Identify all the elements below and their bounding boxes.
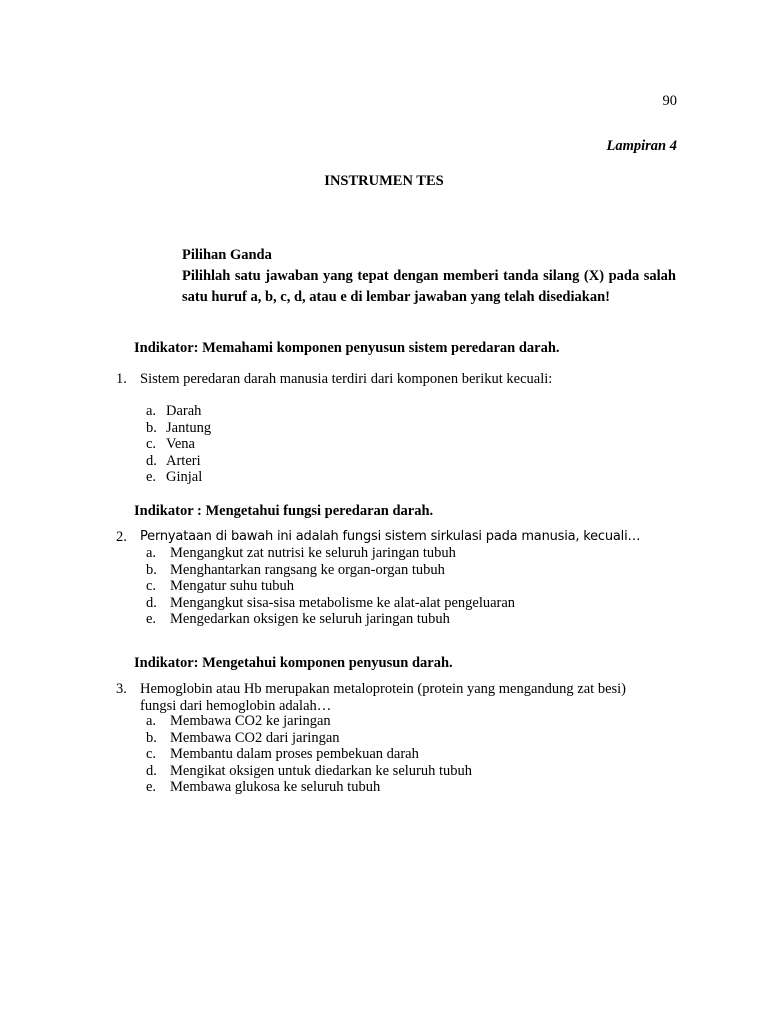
option-text: Darah [166,403,202,419]
option-letter: e. [146,469,157,486]
instructions-block [182,245,676,308]
indicator-1: Indikator: Memahami komponen penyusun sistem peredaran darah. [134,340,560,356]
option-letter: c. [146,436,157,453]
option-text: Vena [166,436,195,453]
option-text: Ginjal [166,469,203,486]
option-letter: a. [146,545,157,561]
indicator-3: Indikator: Mengetahui komponen penyusun darah. [134,655,453,671]
question-text: Pernyataan di bawah ini adalah fungsi sistem sirkulasi pada manusia, kecuali… [140,529,641,544]
option-text: Arteri [166,452,201,469]
question-text: Sistem peredaran darah manusia terdiri dari komponen berikut kecuali: [140,371,553,387]
option-letter: c. [146,746,157,763]
option-text: Jantung [166,419,212,436]
option-text: Membawa CO2 dari jaringan [170,729,340,746]
option-letter: c. [146,578,157,595]
question-number: 3. [116,681,127,697]
instructions-heading: Pilihan Ganda [182,247,272,263]
option-text: Membantu dalam proses pembekuan darah [170,746,419,763]
appendix-label: Lampiran 4 [606,138,677,154]
indicator-2: Indikator : Mengetahui fungsi peredaran darah. [134,503,434,519]
option-letter: a. [146,713,157,729]
option-text: Mengikat oksigen untuk diedarkan ke seluruh tubuh [170,762,473,779]
option-letter: d. [146,452,157,469]
option-text: Mengangkut zat nutrisi ke seluruh jaringan tubuh [170,545,456,561]
option-letter: b. [146,729,157,746]
option-letter: a. [146,403,157,419]
option-text: Mengangkut sisa-sisa metabolisme ke alat-alat pengeluaran [170,594,516,611]
option-letter: b. [146,561,157,578]
instructions-text: Pilihlah satu jawaban yang tepat dengan memberi tanda silang (X) pada salah satu huruf a, b, c, d, atau e di lembar jawaban yang telah disediakan! [182,268,676,305]
option-text: Mengedarkan oksigen ke seluruh jaringan tubuh [170,611,450,628]
option-text: Membawa glukosa ke seluruh tubuh [170,779,381,796]
option-letter: d. [146,762,157,779]
option-text: Membawa CO2 ke jaringan [170,713,331,729]
option-text: Menghantarkan rangsang ke organ-organ tubuh [170,561,445,578]
document-title: INSTRUMEN TES [324,173,444,189]
option-letter: e. [146,779,157,796]
question-text-line-2: fungsi dari hemoglobin adalah… [140,698,332,714]
page-number: 90 [662,93,677,109]
option-letter: b. [146,419,157,436]
question-number: 1. [116,371,127,387]
option-text: Mengatur suhu tubuh [170,578,295,595]
option-letter: d. [146,594,157,611]
question-number: 2. [116,529,127,545]
option-letter: e. [146,611,157,628]
question-text-line-1: Hemoglobin atau Hb merupakan metaloprotein (protein yang mengandung zat besi) [140,681,627,697]
